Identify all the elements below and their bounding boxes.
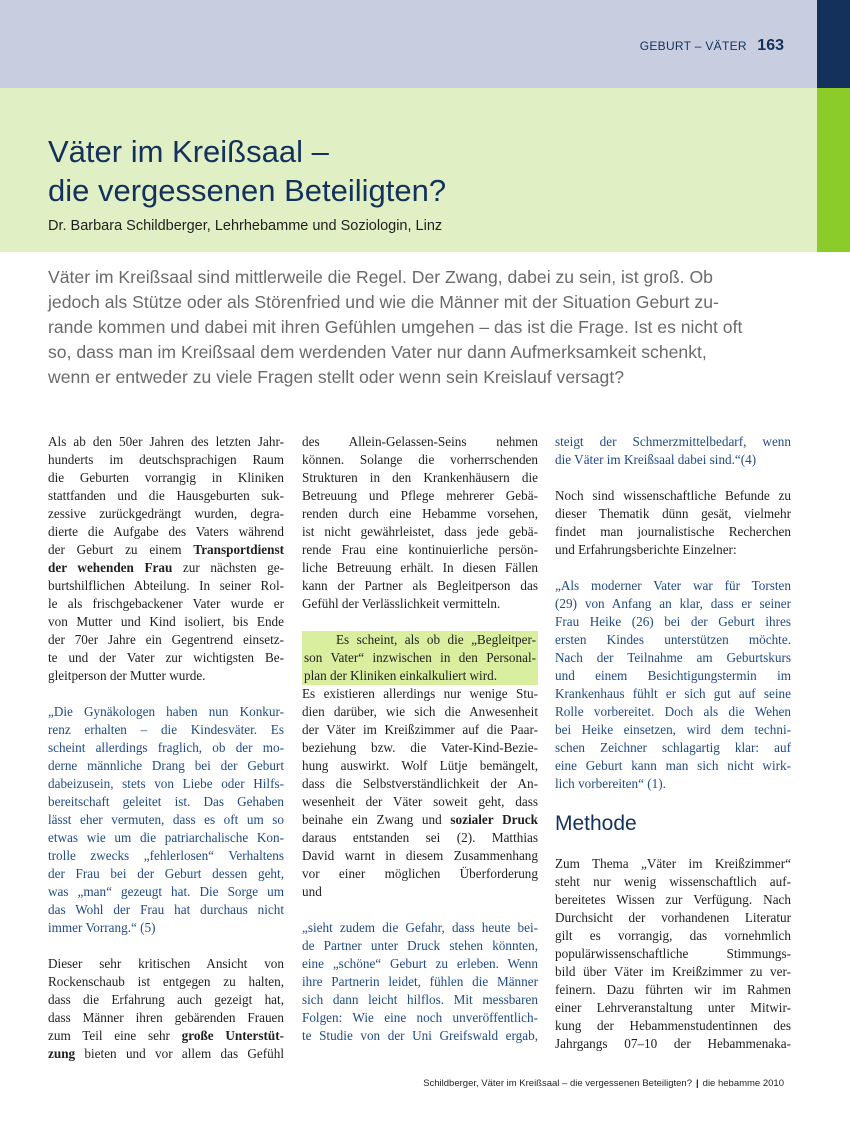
quote-line: Frau Heike (26) bei der Geburt ihres <box>555 614 791 629</box>
text-line <box>48 559 284 577</box>
quote-line: ihre Partnerin leidet, fühlen die Männer <box>302 974 538 989</box>
text-line: der 70er Jahre ein Gegentrend einsetz- <box>48 632 284 647</box>
text-line: feinern. Dazu führten wir im Rahmen <box>555 982 791 997</box>
quote-line: steigt der Schmerzmittelbedarf, wenn <box>555 434 791 449</box>
text-line: renden durch eine Hebamme vorsehen, <box>302 506 538 521</box>
text-line: Strukturen in den Krankenhäusern die <box>302 470 538 485</box>
text-line: Betreuung und Pflege mehrerer Gebä- <box>302 488 538 503</box>
text-line: kung der Hebammenstudentinnen des <box>555 1018 791 1033</box>
quote-line: renz erhalten – die Kindesväter. Es <box>48 722 284 737</box>
text-line: zessive zurückgedrängt wurden, degra- <box>48 506 284 521</box>
quote-line: (29) von Anfang an klar, dass er seiner <box>555 596 791 611</box>
quote-line: Rolle vorbereitet. Doch als die Wehen <box>555 704 791 719</box>
quote-line: bereitschaft geleitet ist. Das Gehaben <box>48 794 284 809</box>
text-line: bild über Väter im Kreißzimmer zu ver- <box>555 964 791 979</box>
text-line: liche Betreuung erhält. In diesen Fällen <box>302 560 538 575</box>
text-run: zur nächsten ge- <box>172 560 284 575</box>
author-line: Dr. Barbara Schildberger, Lehrhebamme und Soziologin, Linz <box>48 218 443 234</box>
body-paragraph <box>555 487 791 559</box>
text-line: die Geburten vorrangig in Kliniken <box>48 470 284 485</box>
text-line: gilt es vorrangig, das vornehmlich <box>555 928 791 943</box>
body-column-2 <box>302 433 538 1045</box>
lead-line: jedoch als Stütze oder als Störenfried und wie die Männer mit der Situation Geburt zu- <box>48 292 719 312</box>
text-run: der Geburt zu einem <box>48 542 194 557</box>
text-line: te und der Vater zur wichtigsten Be- <box>48 650 284 665</box>
quote-line: trolle zwecks „fehlerlosen“ Verhaltens <box>48 848 284 863</box>
text-line: rende Frau eine kontinuierliche persön- <box>302 542 538 557</box>
article-title <box>48 132 788 210</box>
text-line: können. Solange die vorherrschenden <box>302 452 538 467</box>
lead-line: rande kommen und dabei mit ihren Gefühlen umgehen – das ist die Frage. Ist es nicht oft <box>48 317 743 337</box>
quote-line: der Frau bei der Geburt dessen geht, <box>48 866 284 881</box>
text-line: kann der Partner als Begleitperson das <box>302 578 538 593</box>
quote-line: die Väter im Kreißsaal dabei sind.“(4) <box>555 452 757 467</box>
text-line: dien darüber, wie sich die Anwesenheit <box>302 704 538 719</box>
body-column-1 <box>48 433 284 1063</box>
text-line: hung auswirkt. Wolf Lütje bemängelt, <box>302 758 538 773</box>
bold-term: zung <box>48 1046 76 1061</box>
text-line: dierte die Aufgabe des Vaters während <box>48 524 284 539</box>
quote-block <box>555 433 791 469</box>
text-line: Rockenschaub ist entgegen zu halten, <box>48 974 284 989</box>
quote-block <box>302 919 538 1045</box>
text-line: Gefühl der Verlässlichkeit vermitteln. <box>302 596 501 611</box>
quote-line: das Wohl der Frau hat durchaus nicht <box>48 902 284 917</box>
pull-quote <box>302 631 538 685</box>
text-line <box>48 1045 284 1063</box>
body-paragraph <box>302 685 538 901</box>
quote-line: „sieht zudem die Gefahr, dass heute bei- <box>302 920 538 935</box>
body-column-3 <box>555 433 791 1053</box>
bold-term: der wehenden Frau <box>48 560 173 575</box>
quote-line: Folgen: Wie eine noch unveröffentlich- <box>302 1010 538 1025</box>
section-tab-navy <box>817 0 850 88</box>
quote-line: „Als moderner Vater war für Torsten <box>555 578 791 593</box>
footer-journal: die hebamme 2010 <box>702 1078 784 1089</box>
body-paragraph <box>48 433 284 685</box>
quote-line: derne männliche Drang bei der Geburt <box>48 758 284 773</box>
text-line: hunderts im deutschsprachigen Raum <box>48 452 284 467</box>
running-head-section: GEBURT – VÄTER <box>639 39 747 53</box>
text-line: dass die Selbstverständlichkeit der An- <box>302 776 538 791</box>
text-line: Jahrgangs 07–10 der Hebammenaka- <box>555 1036 791 1051</box>
quote-line: und einem Besichtigungstermin im <box>555 668 791 683</box>
footer-citation: Schildberger, Väter im Kreißsaal – die vergessenen Beteiligten? <box>423 1078 692 1089</box>
text-line: ist nicht gewährleistet, dass jede gebä- <box>302 524 538 539</box>
quote-line: Nach der Teilnahme am Geburtskurs <box>555 650 791 665</box>
quote-line: sich dann leicht hilflos. Mit messbaren <box>302 992 538 1007</box>
text-line: burtshilflichen Abteilung. In seiner Rol- <box>48 578 284 593</box>
quote-line: de Partner unter Druck stehen könnten, <box>302 938 538 953</box>
text-line: von Mutter und Kind isoliert, bis Ende <box>48 614 284 629</box>
pull-quote-line: plan der Kliniken einkalkuliert wird. <box>304 668 497 683</box>
quote-line: ersten Kindes unterstützen möchte. <box>555 632 791 647</box>
quote-line: dabeizusein, stets von Liebe oder Hilfs- <box>48 776 284 791</box>
quote-line: eine Geburt kann man sich nicht wirk- <box>555 758 791 773</box>
text-line <box>302 811 538 829</box>
bold-term: Transportdienst <box>193 542 284 557</box>
section-tab-green <box>817 88 850 252</box>
text-line: findet man journalistische Recherchen <box>555 524 791 539</box>
footer-separator: | <box>695 1078 699 1089</box>
body-paragraph <box>48 955 284 1063</box>
lead-line: so, dass man im Kreißsaal dem werdenden Vater nur dann Aufmerksamkeit schenkt, <box>48 342 707 362</box>
text-line: steht nur wenig wissenschaftlich auf- <box>555 874 791 889</box>
text-line: dieser Thematik dünn gesät, vielmehr <box>555 506 791 521</box>
text-line: dass Männer ihren gebärenden Frauen <box>48 1010 284 1025</box>
text-line <box>48 1027 284 1045</box>
running-head <box>640 37 784 55</box>
text-line <box>48 541 284 559</box>
quote-line: was „man“ gezeugt hat. Die Sorge um <box>48 884 284 899</box>
lead-line: wenn er entweder zu viele Fragen stellt oder wenn sein Kreislauf versagt? <box>48 367 625 387</box>
bold-term: große Unterstüt- <box>181 1028 284 1043</box>
quote-line: scheint allerdings fraglich, ob der mo- <box>48 740 284 755</box>
quote-line: lässt eher vermuten, dass es oft um so <box>48 812 284 827</box>
body-paragraph <box>302 433 538 613</box>
quote-line: te Studie von der Uni Greifswald ergab, <box>302 1028 538 1043</box>
quote-line: eine „schöne“ Geburt zu erleben. Wenn <box>302 956 538 971</box>
quote-block <box>555 577 791 793</box>
text-line: Als ab den 50er Jahren des letzten Jahr- <box>48 434 284 449</box>
text-line: beziehung bzw. die Vater-Kind-Bezie- <box>302 740 538 755</box>
text-line: des Allein-Gelassen-Seins nehmen <box>302 434 538 449</box>
text-line: einer Lehrveranstaltung unter Mitwir- <box>555 1000 791 1015</box>
section-heading: Methode <box>555 812 637 835</box>
quote-line: etwas wie um die patriarchalische Kon- <box>48 830 284 845</box>
text-line: daraus entstanden sei (2). Matthias <box>302 830 538 845</box>
quote-line: Krankenhaus fühlt er sich gut auf seine <box>555 686 791 701</box>
title-line: Väter im Kreißsaal – <box>48 134 329 169</box>
text-line: und <box>302 884 322 899</box>
body-paragraph <box>555 855 791 1053</box>
text-run: bieten und vor allem das Gefühl <box>75 1046 284 1061</box>
text-run: zum Teil eine sehr <box>48 1028 182 1043</box>
text-line: gleitperson der Mutter wurde. <box>48 668 206 683</box>
text-line: David warnt in diesem Zusammenhang <box>302 848 538 863</box>
bold-term: sozialer Druck <box>450 812 538 827</box>
text-line: der Väter im Kreißzimmer auf die Paar- <box>302 722 538 737</box>
quote-line: lich vorbereiten“ (1). <box>555 776 666 791</box>
pull-quote-line: son Vater“ inzwischen in den Personal- <box>304 650 536 665</box>
pull-quote-line: Es scheint, als ob die „Begleitper- <box>336 632 536 647</box>
text-line: Durchsicht der vorhandenen Literatur <box>555 910 791 925</box>
page-number: 163 <box>757 37 784 54</box>
quote-line: „Die Gynäkologen haben nun Konkur- <box>48 704 284 719</box>
page-footer <box>423 1078 784 1089</box>
text-line: Noch sind wissenschaftliche Befunde zu <box>555 488 791 503</box>
lead-paragraph <box>48 265 793 390</box>
text-line: vor einer möglichen Überforderung <box>302 866 538 881</box>
text-line: und Erfahrungsberichte Einzelner: <box>555 542 737 557</box>
lead-line: Väter im Kreißsaal sind mittlerweile die Regel. Der Zwang, dabei zu sein, ist groß. Ob <box>48 267 713 287</box>
text-line: Zum Thema „Väter im Kreißzimmer“ <box>555 856 791 871</box>
quote-line: immer Vorrang.“ (5) <box>48 920 156 935</box>
text-line: populärwissenschaftliche Stimmungs- <box>555 946 791 961</box>
text-line: Es existieren allerdings nur wenige Stu- <box>302 686 538 701</box>
quote-block <box>48 703 284 937</box>
text-line: Dieser sehr kritischen Ansicht von <box>48 956 284 971</box>
text-line: wesenheit der Väter soweit geht, dass <box>302 794 538 809</box>
text-run: beinahe ein Zwang und <box>302 812 451 827</box>
quote-line: bei Heike einsetzen, wird dem techni- <box>555 722 791 737</box>
text-line: le als frischgebackener Vater wurde er <box>48 596 284 611</box>
quote-line: schen Zeichner schlagartig klar: auf <box>555 740 791 755</box>
title-line: die vergessenen Beteiligten? <box>48 173 447 208</box>
text-line: stattfanden und die Hausgeburten suk- <box>48 488 284 503</box>
text-line: bereitetes Wissen zur Verfügung. Nach <box>555 892 791 907</box>
text-line: dass die Erfahrung auch gezeigt hat, <box>48 992 284 1007</box>
